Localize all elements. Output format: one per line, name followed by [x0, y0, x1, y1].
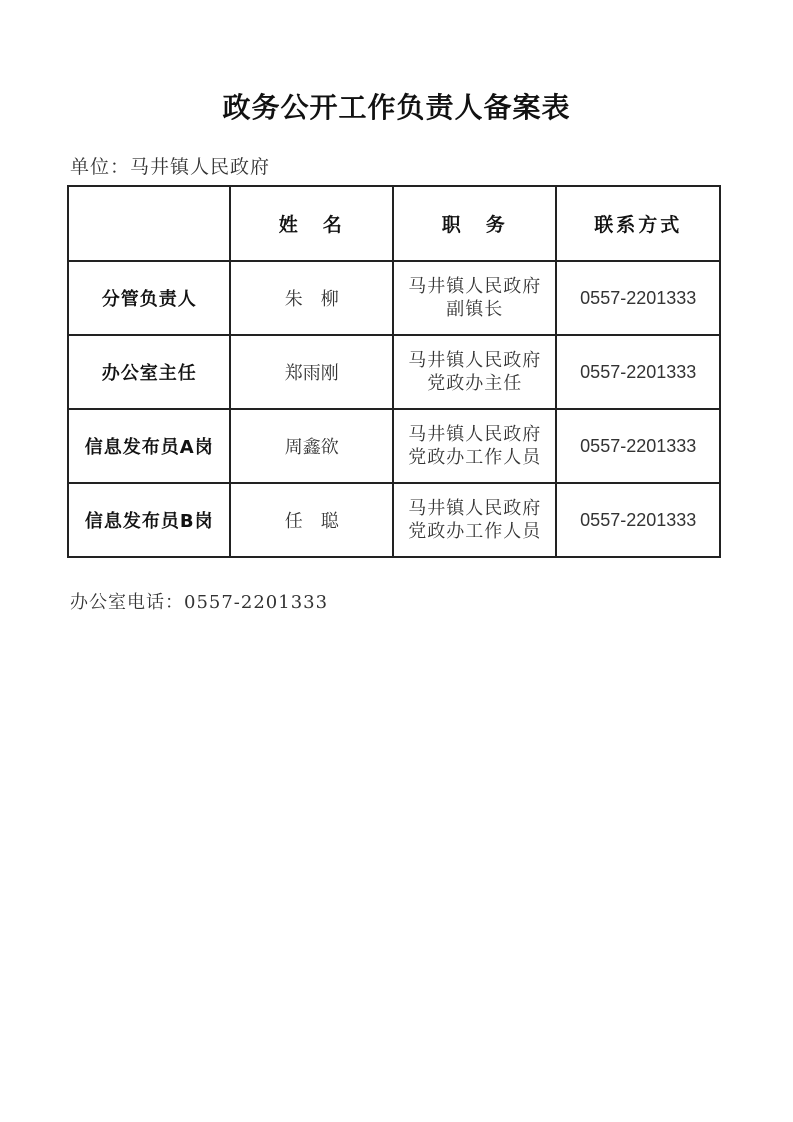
- post-line-1: 马井镇人民政府: [408, 350, 542, 371]
- post-line-1: 马井镇人民政府: [408, 424, 542, 445]
- phone-cell: 0557-2201333: [556, 261, 720, 335]
- header-name: 姓 名: [230, 186, 392, 261]
- table-row: [68, 409, 720, 483]
- header-role: [68, 186, 230, 261]
- table-row: [68, 261, 720, 335]
- role-cell: 信息发布员A岗: [68, 409, 230, 483]
- name-cell: 郑雨刚: [230, 335, 392, 409]
- phone-cell: 0557-2201333: [556, 483, 720, 557]
- table-row: [68, 483, 720, 557]
- post-line-1: 马井镇人民政府: [408, 276, 542, 297]
- post-line-2: 副镇长: [446, 299, 504, 320]
- post-cell: [393, 483, 557, 557]
- header-post: 职 务: [393, 186, 557, 261]
- table-header-row: [68, 186, 720, 261]
- responsible-person-table: [67, 185, 721, 558]
- phone-cell: 0557-2201333: [556, 335, 720, 409]
- unit-label: 单位：马井镇人民政府: [70, 156, 271, 178]
- name-cell: 任 聪: [230, 483, 392, 557]
- role-cell: 分管负责人: [68, 261, 230, 335]
- name-cell: 周鑫欲: [230, 409, 392, 483]
- post-cell: [393, 409, 557, 483]
- post-cell: [393, 261, 557, 335]
- post-line-2: 党政办工作人员: [408, 447, 542, 468]
- post-line-2: 党政办工作人员: [408, 521, 542, 542]
- post-line-1: 马井镇人民政府: [408, 498, 542, 519]
- office-phone: 办公室电话：0557-2201333: [70, 592, 329, 613]
- document-title: 政务公开工作负责人备案表: [222, 91, 571, 124]
- post-line-2: 党政办主任: [427, 373, 523, 394]
- name-cell: 朱 柳: [230, 261, 392, 335]
- post-cell: [393, 335, 557, 409]
- role-cell: 信息发布员B岗: [68, 483, 230, 557]
- phone-cell: 0557-2201333: [556, 409, 720, 483]
- role-cell: 办公室主任: [68, 335, 230, 409]
- table-row: [68, 335, 720, 409]
- header-contact: 联系方式: [556, 186, 720, 261]
